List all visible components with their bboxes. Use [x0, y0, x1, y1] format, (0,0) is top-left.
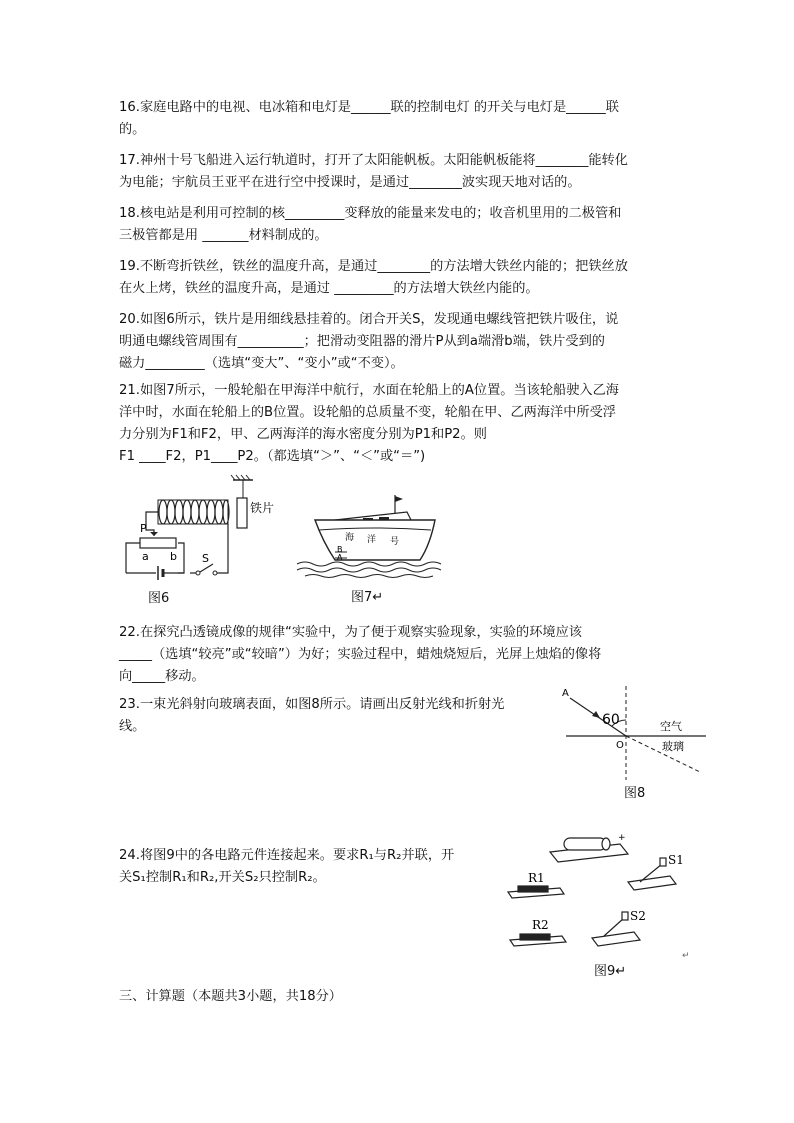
fig6-p-label: P: [140, 522, 147, 535]
fig7-a-label: A: [337, 553, 343, 562]
figure-8-caption: 图8: [624, 786, 646, 801]
question-24: [119, 845, 499, 889]
question-19: [119, 256, 659, 300]
question-20-line-2: 明通电螺线管周围有__________；把滑动变阻器的滑片P从到a端滑b端，铁片受到的: [119, 334, 605, 349]
figure-7-caption: 图7↵: [351, 590, 384, 605]
fig9-r1-label: R1: [528, 871, 545, 885]
question-18-line-1: 18.核电站是利用可控制的核_________变释放的能量来发电的；收音机里用的二极管和: [119, 206, 622, 221]
question-17-line-1: 17.神州十号飞船进入运行轨道时，打开了太阳能帆板。太阳能帆板能将________能转化: [119, 153, 628, 168]
question-20: [119, 309, 659, 375]
fig7-hull-char-3: 号: [390, 537, 400, 547]
fig8-glass-label: 玻璃: [662, 740, 684, 753]
fig8-o-label: O: [616, 740, 624, 751]
question-18: [119, 203, 659, 247]
fig9-r2-label: R2: [532, 918, 549, 932]
question-21-line-4: F1 ____F2，P1____P2。（都选填“＞”、“＜”或“＝”): [119, 449, 426, 464]
question-23: [119, 694, 539, 738]
fig7-b-label: B: [337, 545, 343, 554]
question-16-line-2: 的。: [119, 122, 146, 137]
fig9-plus: +: [618, 833, 626, 843]
question-21-line-3: 力分别为F1和F2，甲、乙两海洋的海水密度分别为P1和P2。则: [119, 427, 487, 442]
figure-9-components: [500, 830, 700, 962]
fig6-b-label: b: [170, 550, 177, 563]
question-16: [119, 97, 659, 141]
fig7-hull-char-2: 洋: [367, 535, 377, 545]
question-22-line-3: 向_____移动。: [119, 669, 205, 684]
question-17: [119, 150, 659, 194]
fig7-hull-char-1: 海: [345, 533, 355, 543]
question-22: [119, 622, 659, 688]
fig9-s1-label: S1: [668, 853, 684, 867]
question-17-line-2: 为电能；宇航员王亚平在进行空中授课时，是通过________波实现天地对话的。: [119, 175, 581, 190]
question-22-line-2: _____（选填“较亮”或“较暗”）为好；实验过程中，蜡烛烧短后，光屏上烛焰的像将: [119, 647, 602, 662]
question-23-line-1: 23.一束光斜射向玻璃表面，如图8所示。请画出反射光线和折射光: [119, 697, 505, 712]
question-21: [119, 380, 659, 468]
question-24-line-2: 关S₁控制R₁和R₂,开关S₂只控制R₂。: [119, 870, 326, 885]
fig6-a-label: a: [142, 550, 149, 563]
fig8-air-label: 空气: [660, 720, 682, 733]
question-21-line-1: 21.如图7所示，一般轮船在甲海洋中航行，水面在轮船上的A位置。当该轮船驶入乙海: [119, 383, 619, 398]
question-19-line-1: 19.不断弯折铁丝，铁丝的温度升高，是通过________的方法增大铁丝内能的；把铁丝放: [119, 259, 628, 274]
figure-9-caption: 图9↵: [594, 964, 627, 979]
figure-6-caption: 图6: [148, 591, 170, 606]
fig8-a-label: A: [562, 688, 569, 699]
section-3-heading: 三、计算题（本题共3小题，共18分）: [119, 989, 342, 1004]
question-16-line-1: 16.家庭电路中的电视、电冰箱和电灯是______联的控制电灯 的开关与电灯是______联: [119, 100, 619, 115]
question-21-line-2: 洋中时，水面在轮船上的B位置。设轮船的总质量不变，轮船在甲、乙两海洋中所受浮: [119, 405, 616, 420]
question-22-line-1: 22.在探究凸透镜成像的规律“实验中，为了便于观察实验现象，实验的环境应该: [119, 625, 582, 640]
question-20-line-3: 磁力_________（选填“变大”、“变小”或“不变）。: [119, 356, 404, 371]
question-20-line-1: 20.如图6所示，铁片是用细线悬挂着的。闭合开关S，发现通电螺线管把铁片吸住，说: [119, 312, 619, 327]
fig8-angle-label: 60: [602, 712, 620, 728]
fig6-iron-label: 铁片: [250, 501, 275, 515]
figure-8-light: [560, 682, 710, 782]
figure-7-ship: [295, 490, 465, 580]
question-24-line-1: 24.将图9中的各电路元件连接起来。要求R₁与R₂并联，开: [119, 848, 455, 863]
question-19-line-2: 在火上烤，铁丝的温度升高，是通过 _________的方法增大铁丝内能的。: [119, 281, 539, 296]
question-18-line-2: 三极管都是用 _______材料制成的。: [119, 228, 328, 243]
fig6-s-label: S: [202, 552, 209, 565]
fig9-return-mark: ↵: [682, 951, 690, 961]
question-23-line-2: 线。: [119, 719, 146, 734]
figure-6-circuit: [118, 470, 288, 585]
fig9-s2-label: S2: [630, 909, 646, 923]
